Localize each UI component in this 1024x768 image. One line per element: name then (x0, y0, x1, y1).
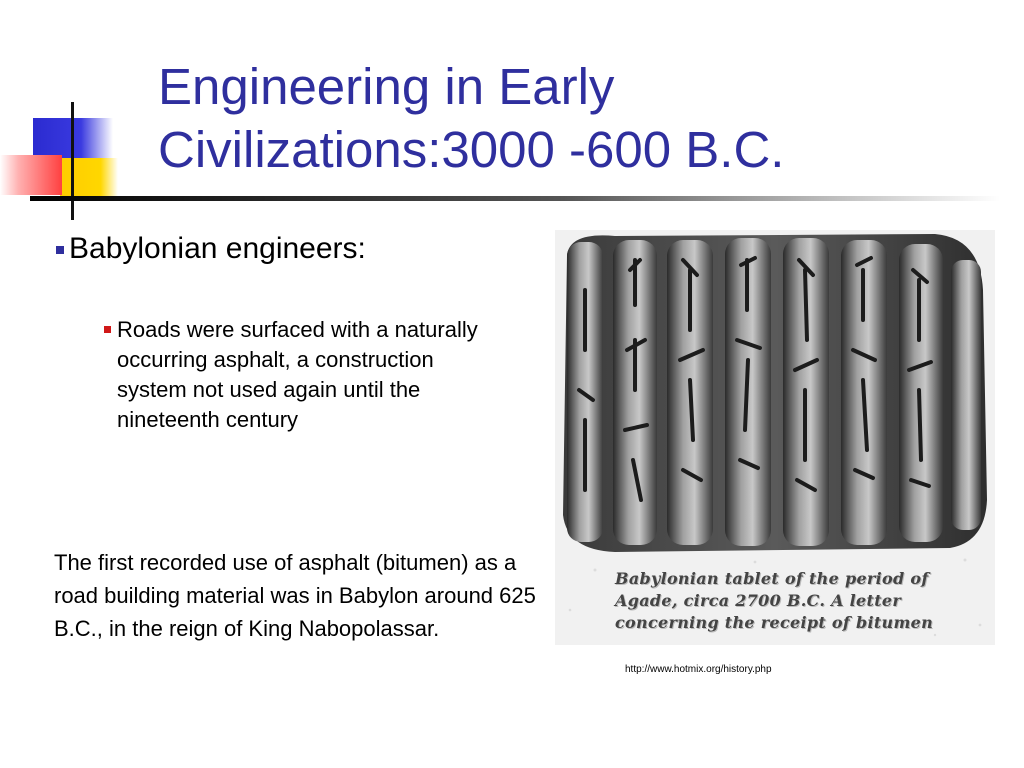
bullet-main (56, 229, 366, 269)
bullet-sub-text: Roads were surfaced with a naturally occurring asphalt, a construction system not used again until the nineteenth century (117, 317, 478, 432)
bullet-main-text: Babylonian engineers: (69, 232, 366, 265)
slide-title (158, 55, 1008, 181)
tablet-caption: Babylonian tablet of the period of Agade, circa 2700 B.C. A letter concerning the receipt of bitumen (615, 569, 934, 632)
asphalt-history-paragraph: The first recorded use of asphalt (bitumen) as a road building material was in Babylon around 625 B.C., in the reign of King Nabopolassar. (54, 550, 536, 641)
logo-squares-graphic (0, 100, 130, 225)
bullet-sub (104, 315, 504, 435)
title-divider (30, 196, 1000, 201)
slide-title-line-2: Civilizations:3000 -600 B.C. (158, 121, 785, 178)
slide-title-line-1: Engineering in Early (158, 58, 615, 115)
babylonian-tablet-image (555, 230, 995, 645)
square-bullet-icon (56, 246, 64, 254)
source-url: http://www.hotmix.org/history.php (625, 664, 772, 675)
square-bullet-icon (104, 326, 111, 333)
